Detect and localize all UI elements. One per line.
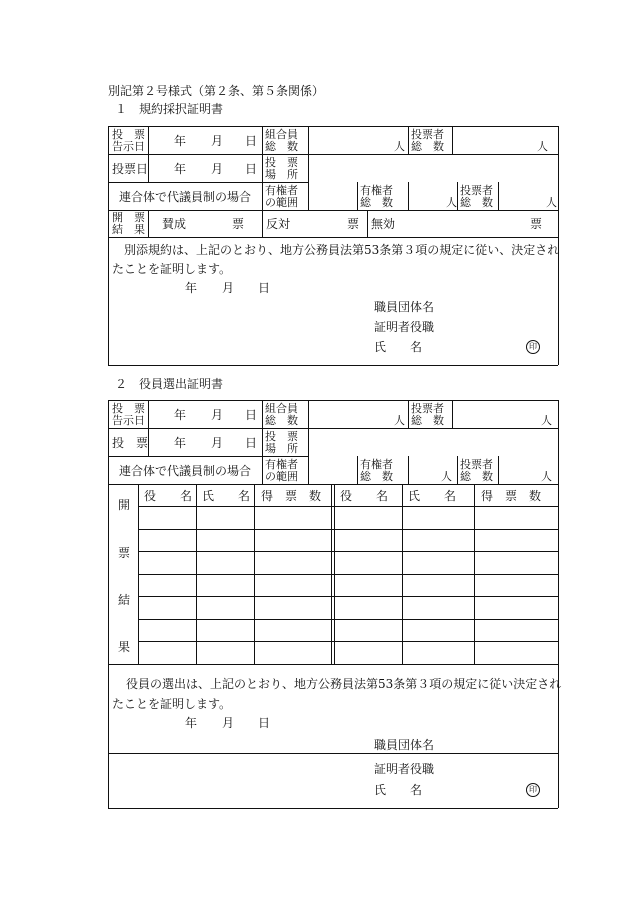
certifier-title-label: 証明者役職 (374, 762, 435, 776)
place-label-1: 投 票 (265, 156, 298, 169)
cert-year: 年 (185, 281, 198, 295)
col-header-name: 氏 名 (408, 489, 457, 503)
year-label: 年 (174, 134, 187, 148)
section1-title: １ 規約採択証明書 (115, 102, 224, 116)
seal-mark: 印 (526, 340, 540, 354)
voters-total-unit: 人 (541, 470, 552, 483)
col-header-position: 役 名 (144, 489, 193, 503)
eligible-range-label-1: 有権者 (265, 458, 298, 471)
members-unit: 人 (394, 414, 405, 427)
notice-date-label-2: 告示日 (112, 140, 145, 153)
result-char: 票 (118, 546, 131, 560)
result-label-1: 開 票 (112, 211, 145, 224)
notice-date-label-2: 告示日 (112, 414, 145, 427)
voters-label-2: 総 数 (411, 140, 444, 153)
members-label-2: 総 数 (265, 140, 298, 153)
voters-total-label-2: 総 数 (460, 470, 493, 483)
notice-date-label-1: 投 票 (112, 128, 145, 141)
invalid-label: 無効 (371, 217, 396, 231)
signer-name-label: 氏 名 (374, 340, 423, 354)
col-header-position: 役 名 (340, 489, 389, 503)
certification-text-line2: たことを証明します。 (112, 697, 232, 711)
result-label-2: 結 果 (112, 223, 145, 236)
voters-total-label-1: 投票者 (460, 184, 493, 197)
voters-total-label-2: 総 数 (460, 196, 493, 209)
cert-day: 日 (258, 281, 271, 295)
certifier-title-label: 証明者役職 (374, 320, 435, 334)
oppose-unit: 票 (347, 217, 360, 231)
day-label: 日 (245, 408, 258, 422)
signer-name-label: 氏 名 (374, 783, 423, 797)
cert-year: 年 (185, 716, 198, 730)
day-label: 日 (245, 162, 258, 176)
seal-mark: 印 (526, 783, 540, 797)
month-label: 月 (211, 436, 224, 450)
month-label: 月 (211, 408, 224, 422)
approve-label: 賛成 (162, 217, 187, 231)
vote-date-label: 投票日 (112, 162, 149, 176)
place-label-1: 投 票 (265, 430, 298, 443)
result-char: 開 (118, 498, 131, 512)
cert-month: 月 (222, 716, 235, 730)
day-label: 日 (245, 134, 258, 148)
voters-label-1: 投票者 (411, 402, 444, 415)
members-label-1: 組合員 (265, 402, 298, 415)
col-header-name: 氏 名 (202, 489, 251, 503)
year-label: 年 (174, 162, 187, 176)
members-unit: 人 (394, 140, 405, 153)
voters-label-2: 総 数 (411, 414, 444, 427)
eligible-total-label-1: 有権者 (360, 458, 393, 471)
org-name-label: 職員団体名 (374, 300, 435, 314)
place-label-2: 場 所 (265, 168, 298, 181)
place-label-2: 場 所 (265, 442, 298, 455)
org-name-label: 職員団体名 (374, 738, 435, 752)
invalid-unit: 票 (530, 217, 543, 231)
voters-label-1: 投票者 (411, 128, 444, 141)
eligible-total-label-1: 有権者 (360, 184, 393, 197)
vote-label: 投 票 (112, 436, 149, 450)
section2-title: ２ 役員選出証明書 (115, 377, 224, 391)
eligible-total-label-2: 総 数 (360, 470, 393, 483)
result-char: 結 (118, 593, 131, 607)
cert-day: 日 (258, 716, 271, 730)
eligible-range-label-2: の範囲 (265, 196, 298, 209)
federation-label: 連合体で代議員制の場合 (119, 464, 252, 478)
voters-unit: 人 (541, 414, 552, 427)
eligible-range-label-1: 有権者 (265, 184, 298, 197)
day-label: 日 (245, 436, 258, 450)
certification-text-line2: たことを証明します。 (112, 262, 232, 276)
certification-text-line1: 役員の選出は、上記のとおり、地方公務員法第53条第３項の規定に従い決定され (126, 677, 562, 691)
eligible-range-label-2: の範囲 (265, 470, 298, 483)
month-label: 月 (211, 162, 224, 176)
col-header-votes: 得 票 数 (261, 489, 322, 503)
year-label: 年 (174, 436, 187, 450)
members-label-1: 組合員 (265, 128, 298, 141)
notice-date-label-1: 投 票 (112, 402, 145, 415)
col-header-votes: 得 票 数 (481, 489, 542, 503)
voters-total-unit: 人 (546, 196, 557, 209)
members-label-2: 総 数 (265, 414, 298, 427)
eligible-total-label-2: 総 数 (360, 196, 393, 209)
eligible-total-unit: 人 (446, 196, 457, 209)
federation-label: 連合体で代議員制の場合 (119, 190, 252, 204)
certification-text-line1: 別添規約は、上記のとおり、地方公務員法第53条第３項の規定に従い、決定され (124, 243, 560, 257)
eligible-total-unit: 人 (441, 470, 452, 483)
month-label: 月 (211, 134, 224, 148)
approve-unit: 票 (232, 217, 245, 231)
form-heading: 別記第２号様式（第２条、第５条関係） (108, 84, 325, 98)
cert-month: 月 (222, 281, 235, 295)
voters-total-label-1: 投票者 (460, 458, 493, 471)
year-label: 年 (174, 408, 187, 422)
oppose-label: 反対 (266, 217, 291, 231)
voters-unit: 人 (537, 140, 548, 153)
result-char: 果 (118, 640, 131, 654)
